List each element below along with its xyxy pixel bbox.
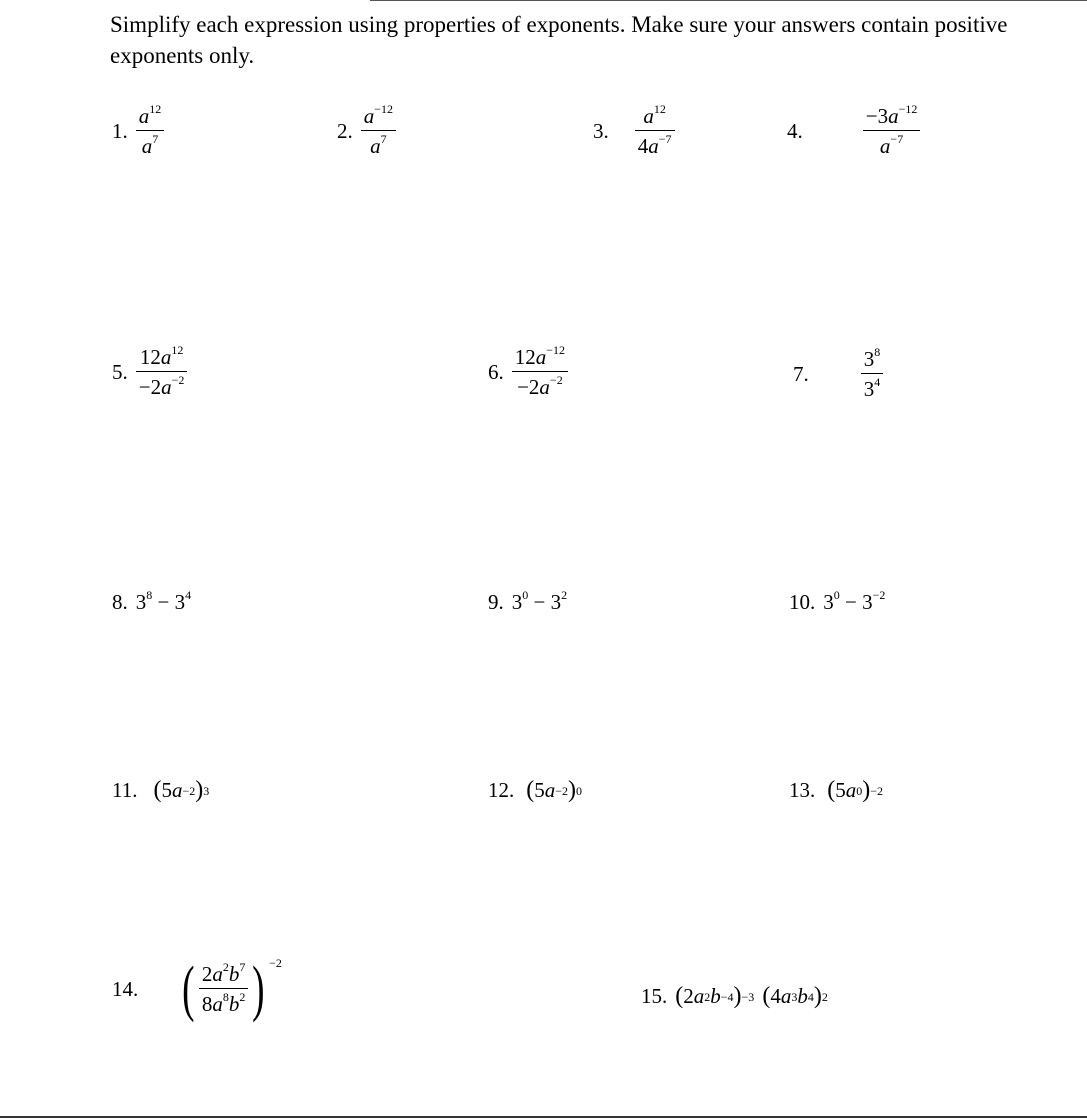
problem-3: 3. $\frac{a^{12}}{4a^{-7}}$ xyxy=(593,104,675,158)
fraction: $\frac{a^{12}}{4a^{-7}}$ xyxy=(635,104,675,158)
problem-6: 6. $\frac{12a^{-12}}{-2a^{-2}}$ xyxy=(488,345,568,399)
fraction: $\frac{12a^{-12}}{-2a^{-2}}$ xyxy=(512,345,568,399)
problem-11: 11. ( 5 a −2 ) 3 xyxy=(112,777,210,803)
problem-9: 9. $3^0 - 3^2$ xyxy=(488,588,568,614)
problem-5: 5. $\frac{12a^{12}}{-2a^{-2}}$ xyxy=(112,345,187,399)
instructions: Simplify each expression using properties of exponents. Make sure your answers contain positive exponents only. xyxy=(110,12,1008,68)
problem-8: 8. $3^8 - 3^4$ xyxy=(112,588,192,614)
expression: $3^0 - 3^2$ xyxy=(511,588,568,614)
fraction: $\frac{a^{-12}}{a^7}$ xyxy=(361,104,396,158)
fraction: $\frac{2a^2b^7}{8a^8b^2}$ xyxy=(199,962,249,1016)
fraction: $\frac{a^{12}}{a^7}$ xyxy=(136,104,165,158)
problem-10: 10. $3^0 - 3^{-2}$ xyxy=(789,588,886,614)
problem-4: 4. $\frac{-3a^{-12}}{a^{-7}}$ xyxy=(787,104,920,158)
problem-2: 2. $\frac{a^{-12}}{a^7}$ xyxy=(337,104,396,158)
problem-14: 14. ( $\frac{2a^2b^7}{8a^8b^2}$ ) −2 xyxy=(112,955,282,1023)
expression: $3^8 - 3^4$ xyxy=(135,588,192,614)
problem-13: 13. ( 5 a 0 ) −2 xyxy=(789,777,884,803)
problem-7: 7. $\frac{3^8}{3^4}$ xyxy=(793,347,883,401)
expression: $3^0 - 3^{-2}$ xyxy=(823,588,886,614)
fraction: $\frac{12a^{12}}{-2a^{-2}}$ xyxy=(136,345,188,399)
problem-12: 12. ( 5 a −2 ) 0 xyxy=(488,777,583,803)
problem-1: 1. $\frac{a^{12}}{a^7}$ xyxy=(112,104,164,158)
problem-15: 15. ( 2 a 2 b −4 ) −3 ( 4 a 3 b 4 ) 2 xyxy=(641,983,828,1009)
top-rule xyxy=(370,0,1087,1)
fraction: $\frac{-3a^{-12}}{a^{-7}}$ xyxy=(863,104,921,158)
fraction: $\frac{3^8}{3^4}$ xyxy=(861,347,884,401)
